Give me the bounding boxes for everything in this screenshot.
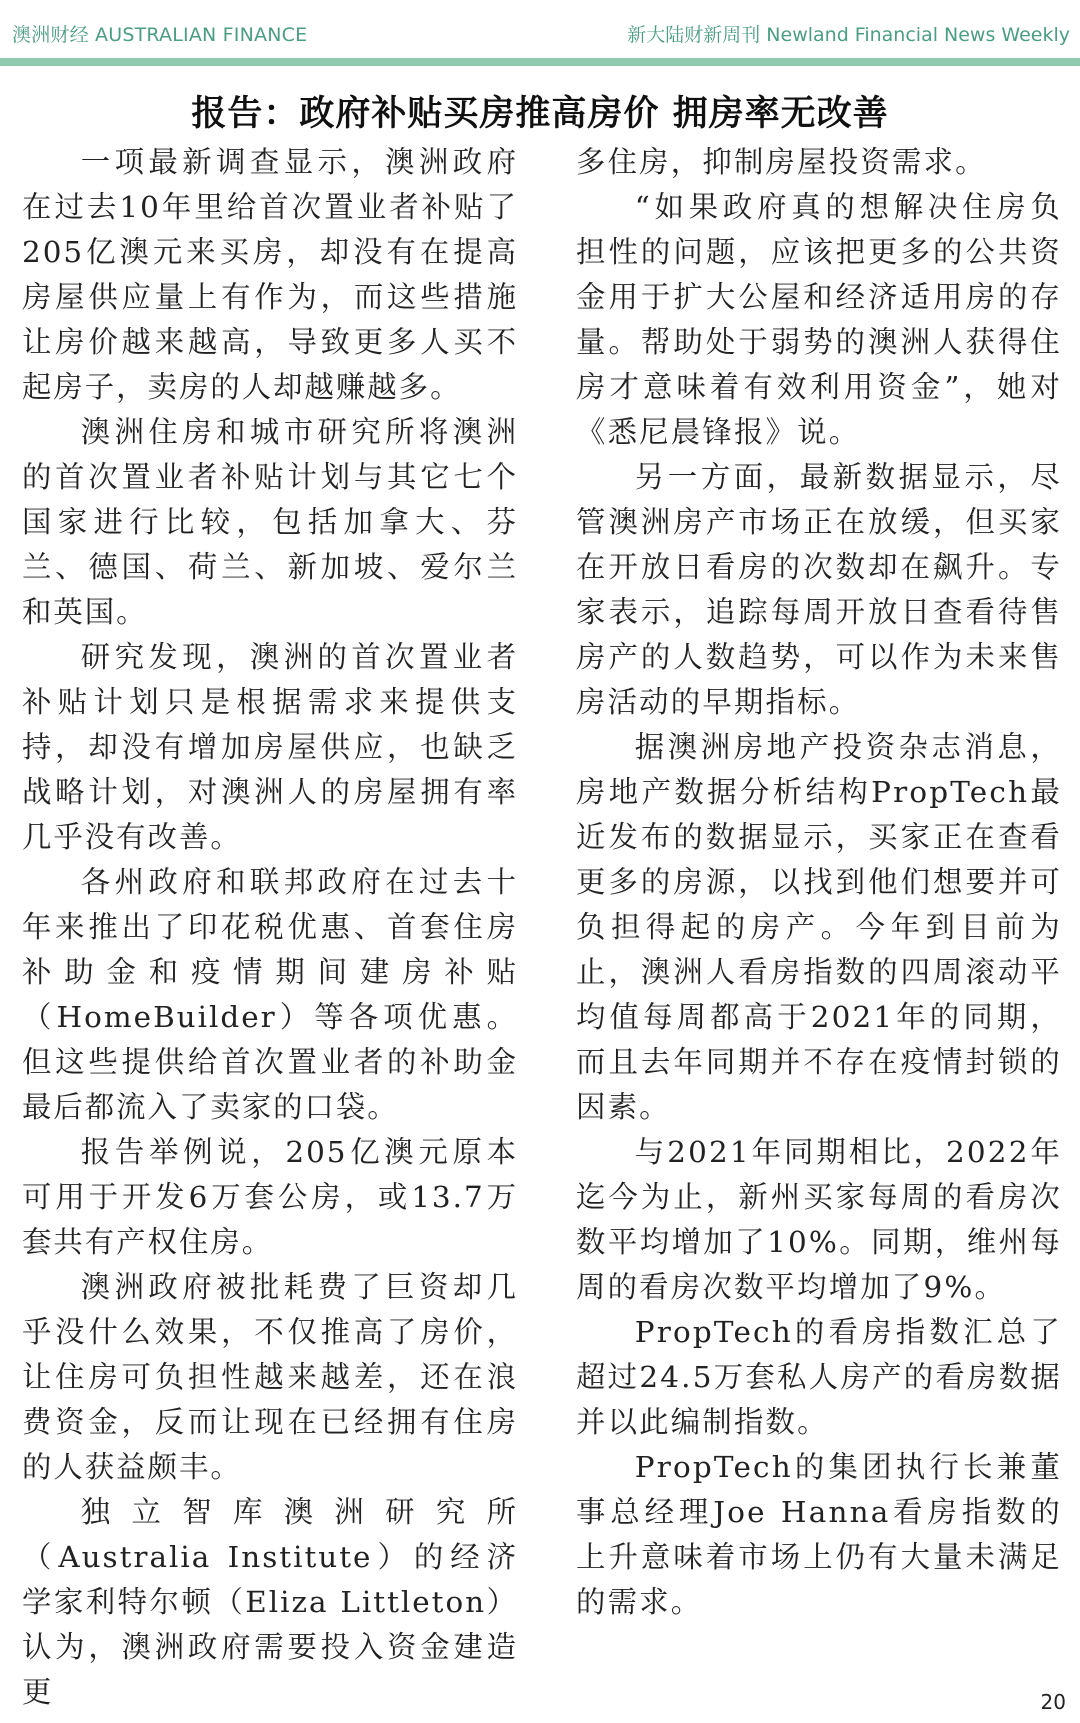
page-number: 20 bbox=[1040, 1690, 1066, 1714]
paragraph: 报告举例说，205亿澳元原本可用于开发6万套公房，或13.7万套共有产权住房。 bbox=[22, 1135, 518, 1259]
paragraph: 独立智库澳洲研究所（Australia Institute）的经济学家利特尔顿（Eliza Littleton）认为，澳洲政府需要投入资金建造更 bbox=[22, 1495, 518, 1709]
paragraph-continuation: 多住房，抑制房屋投资需求。 bbox=[576, 145, 987, 179]
paragraph: 澳洲政府被批耗费了巨资却几乎没什么效果，不仅推高了房价，让住房可负担性越来越差，还在浪费资金，反而让现在已经拥有住房的人获益颇丰。 bbox=[22, 1270, 518, 1484]
paragraph: 与2021年同期相比，2022年迄今为止，新州买家每周的看房次数平均增加了10%。同期，维州每周的看房次数平均增加了9%。 bbox=[576, 1135, 1062, 1304]
paragraph: 各州政府和联邦政府在过去十年来推出了印花税优惠、首套住房补助金和疫情期间建房补贴（HomeBuilder）等各项优惠。但这些提供给首次置业者的补助金最后都流入了卖家的口袋。 bbox=[22, 865, 518, 1124]
paragraph: “如果政府真的想解决住房负担性的问题，应该把更多的公共资金用于扩大公屋和经济适用房的存量。帮助处于弱势的澳洲人获得住房才意味着有效利用资金”，她对《悉尼晨锋报》说。 bbox=[576, 190, 1062, 449]
masthead-rule bbox=[0, 58, 1080, 66]
paragraph: 据澳洲房地产投资杂志消息，房地产数据分析结构PropTech最近发布的数据显示，买家正在查看更多的房源，以找到他们想要并可负担得起的房产。今年到目前为止，澳洲人看房指数的四周滚动平均值每周都高于2021年的同期，而且去年同期并不存在疫情封锁的因素。 bbox=[576, 730, 1062, 1124]
paragraph: PropTech的集团执行长兼董事总经理Joe Hanna看房指数的上升意味着市场上仍有大量未满足的需求。 bbox=[576, 1450, 1062, 1619]
paragraph: 一项最新调查显示，澳洲政府在过去10年里给首次置业者补贴了205亿澳元来买房，却没有在提高房屋供应量上有作为，而这些措施让房价越来越高，导致更多人买不起房子，卖房的人却越赚越多。 bbox=[22, 145, 518, 404]
article-headline: 报告：政府补贴买房推高房价 拥房率无改善 bbox=[191, 94, 889, 134]
article-column-right bbox=[576, 140, 1062, 1680]
publication-title: 新大陆财新周刊 Newland Financial News Weekly bbox=[627, 24, 1070, 46]
article-column-left bbox=[22, 140, 518, 1709]
masthead bbox=[0, 0, 1080, 58]
section-title: 澳洲财经 AUSTRALIAN FINANCE bbox=[12, 24, 308, 46]
paragraph: 研究发现，澳洲的首次置业者补贴计划只是根据需求来提供支持，却没有增加房屋供应，也缺乏战略计划，对澳洲人的房屋拥有率几乎没有改善。 bbox=[22, 640, 518, 854]
paragraph: 另一方面，最新数据显示，尽管澳洲房产市场正在放缓，但买家在开放日看房的次数却在飙升。专家表示，追踪每周开放日查看待售房产的人数趋势，可以作为未来售房活动的早期指标。 bbox=[576, 460, 1062, 719]
paragraph: PropTech的看房指数汇总了超过24.5万套私人房产的看房数据并以此编制指数。 bbox=[576, 1315, 1062, 1439]
paragraph: 澳洲住房和城市研究所将澳洲的首次置业者补贴计划与其它七个国家进行比较，包括加拿大、芬兰、德国、荷兰、新加坡、爱尔兰和英国。 bbox=[22, 415, 518, 629]
